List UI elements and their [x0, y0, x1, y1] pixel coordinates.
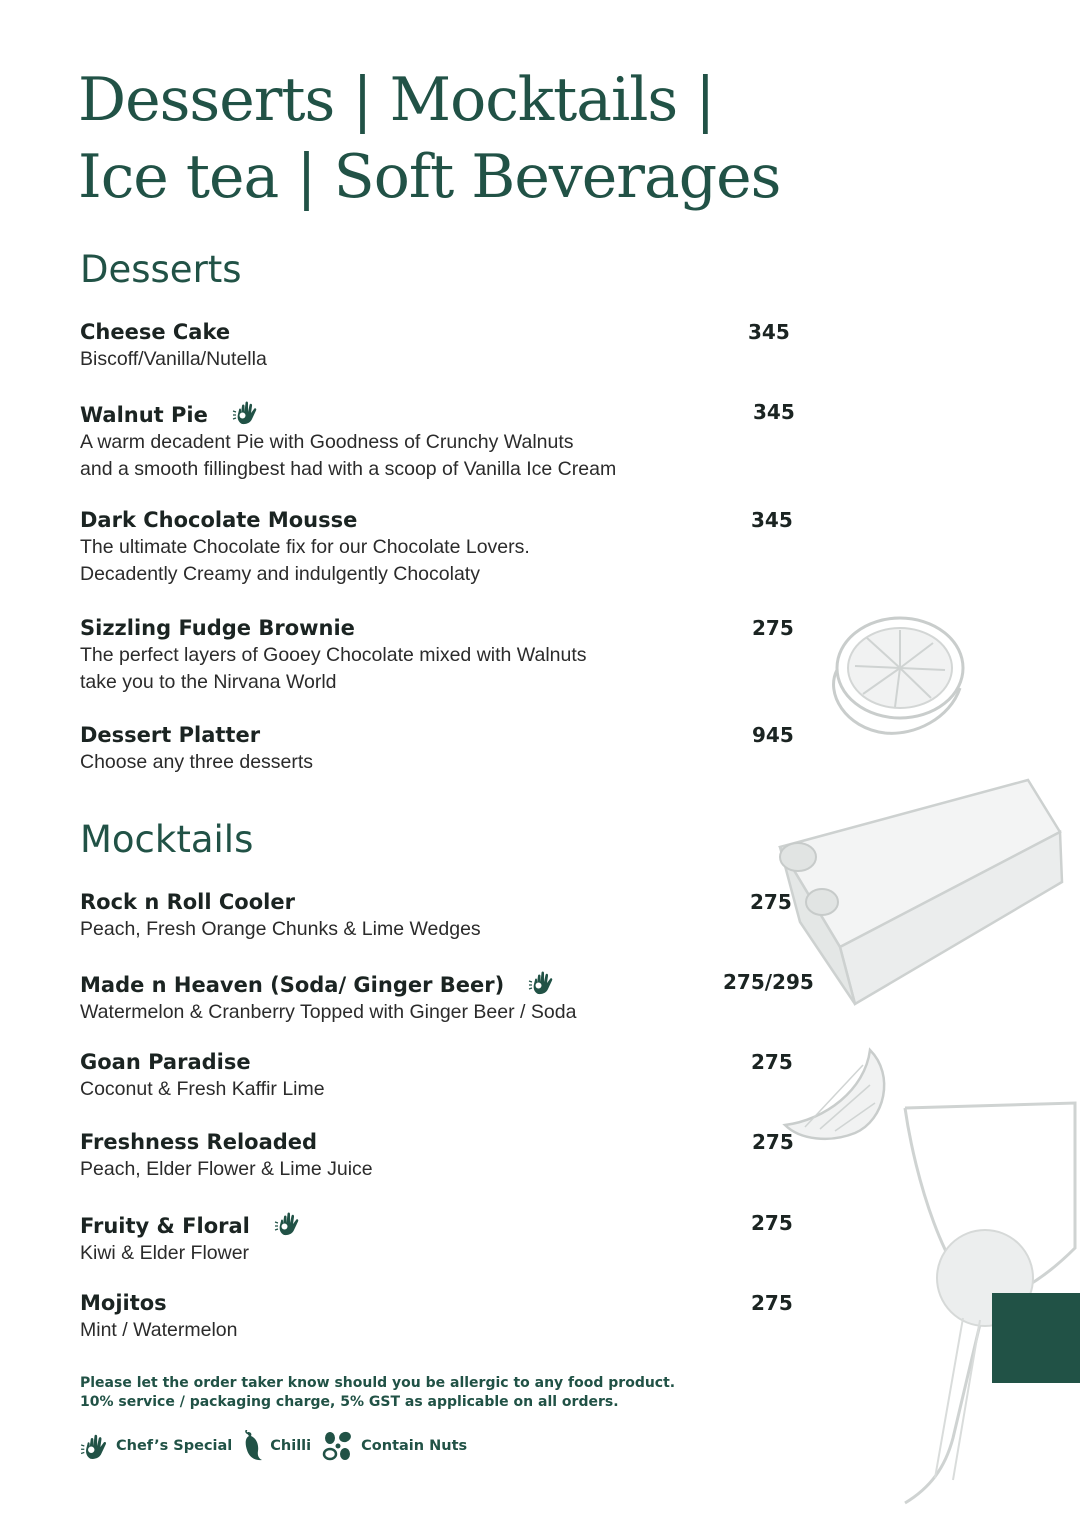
- menu-item: [80, 1048, 860, 1103]
- item-name: Goan Paradise: [80, 1050, 251, 1074]
- item-price: 275: [751, 1050, 793, 1074]
- page-title-line1: Desserts | Mocktails |: [78, 65, 715, 135]
- item-name: Rock n Roll Cooler: [80, 890, 295, 914]
- menu-item: [80, 968, 860, 1026]
- item-description: Kiwi & Elder Flower: [80, 1242, 250, 1264]
- legend-label: Chilli: [270, 1438, 312, 1454]
- item-description: The perfect layers of Gooey Chocolate mixed with Walnuts take you to the Nirvana World: [80, 644, 587, 693]
- allergy-note: [80, 1374, 675, 1412]
- item-price: 275: [750, 890, 792, 914]
- item-name: Walnut Pie: [80, 403, 208, 427]
- item-description: The ultimate Chocolate fix for our Chocolate Lovers. Decadently Creamy and indulgently Chocolaty: [80, 536, 530, 585]
- item-price: 945: [752, 723, 794, 747]
- chilli-icon: [242, 1430, 264, 1462]
- legend-label: Contain Nuts: [361, 1438, 468, 1454]
- icon-legend: [80, 1430, 477, 1462]
- menu-item: [80, 721, 860, 776]
- item-name: Made n Heaven (Soda/ Ginger Beer): [80, 973, 505, 997]
- chef-special-icon: [528, 968, 556, 996]
- item-name: Fruity & Floral: [80, 1214, 250, 1238]
- note-line-1: Please let the order taker know should you be allergic to any food product.: [80, 1375, 676, 1391]
- item-price: 275: [751, 1291, 793, 1315]
- section-heading-desserts: Desserts: [80, 248, 242, 291]
- item-description: A warm decadent Pie with Goodness of Crunchy Walnuts and a smooth fillingbest had with a scoop of Vanilla Ice Cream: [80, 431, 617, 480]
- item-description: Peach, Elder Flower & Lime Juice: [80, 1158, 373, 1180]
- item-description: Choose any three desserts: [80, 751, 314, 773]
- item-description: Biscoff/Vanilla/Nutella: [80, 348, 267, 370]
- legend-chef-special: [80, 1431, 232, 1461]
- item-name: Sizzling Fudge Brownie: [80, 616, 355, 640]
- chef-special-icon: [232, 398, 260, 426]
- item-price: 345: [753, 400, 795, 424]
- nuts-icon: [321, 1430, 355, 1462]
- section-heading-mocktails: Mocktails: [80, 818, 254, 861]
- page-title-line2: Ice tea | Soft Beverages: [78, 142, 781, 212]
- menu-item: [80, 888, 860, 943]
- item-description: Watermelon & Cranberry Topped with Ginger Beer / Soda: [80, 1001, 577, 1023]
- menu-item: [80, 506, 860, 588]
- menu-item: [80, 1128, 860, 1183]
- item-name: Cheese Cake: [80, 320, 231, 344]
- menu-item: [80, 1209, 860, 1267]
- item-price: 275: [752, 616, 794, 640]
- item-name: Mojitos: [80, 1291, 167, 1315]
- menu-item: [80, 398, 860, 483]
- ok-hand-icon: [80, 1431, 110, 1461]
- item-name: Dark Chocolate Mousse: [80, 508, 358, 532]
- menu-item: [80, 614, 860, 696]
- menu-item: [80, 1289, 860, 1344]
- item-price: 345: [751, 508, 793, 532]
- item-description: Peach, Fresh Orange Chunks & Lime Wedges: [80, 918, 481, 940]
- menu-item: [80, 318, 860, 373]
- brand-accent-block: [992, 1293, 1080, 1383]
- legend-nuts: [321, 1430, 467, 1462]
- item-name: Dessert Platter: [80, 723, 261, 747]
- item-price: 275/295: [723, 970, 814, 994]
- item-description: Coconut & Fresh Kaffir Lime: [80, 1078, 325, 1100]
- item-price: 275: [752, 1130, 794, 1154]
- note-line-2: 10% service / packaging charge, 5% GST as applicable on all orders.: [80, 1394, 619, 1410]
- item-price: 345: [748, 320, 790, 344]
- chef-special-icon: [274, 1209, 302, 1237]
- item-description: Mint / Watermelon: [80, 1319, 238, 1341]
- legend-chilli: [242, 1430, 311, 1462]
- legend-label: Chef’s Special: [116, 1438, 233, 1454]
- item-name: Freshness Reloaded: [80, 1130, 318, 1154]
- item-price: 275: [751, 1211, 793, 1235]
- page-title: [78, 62, 780, 216]
